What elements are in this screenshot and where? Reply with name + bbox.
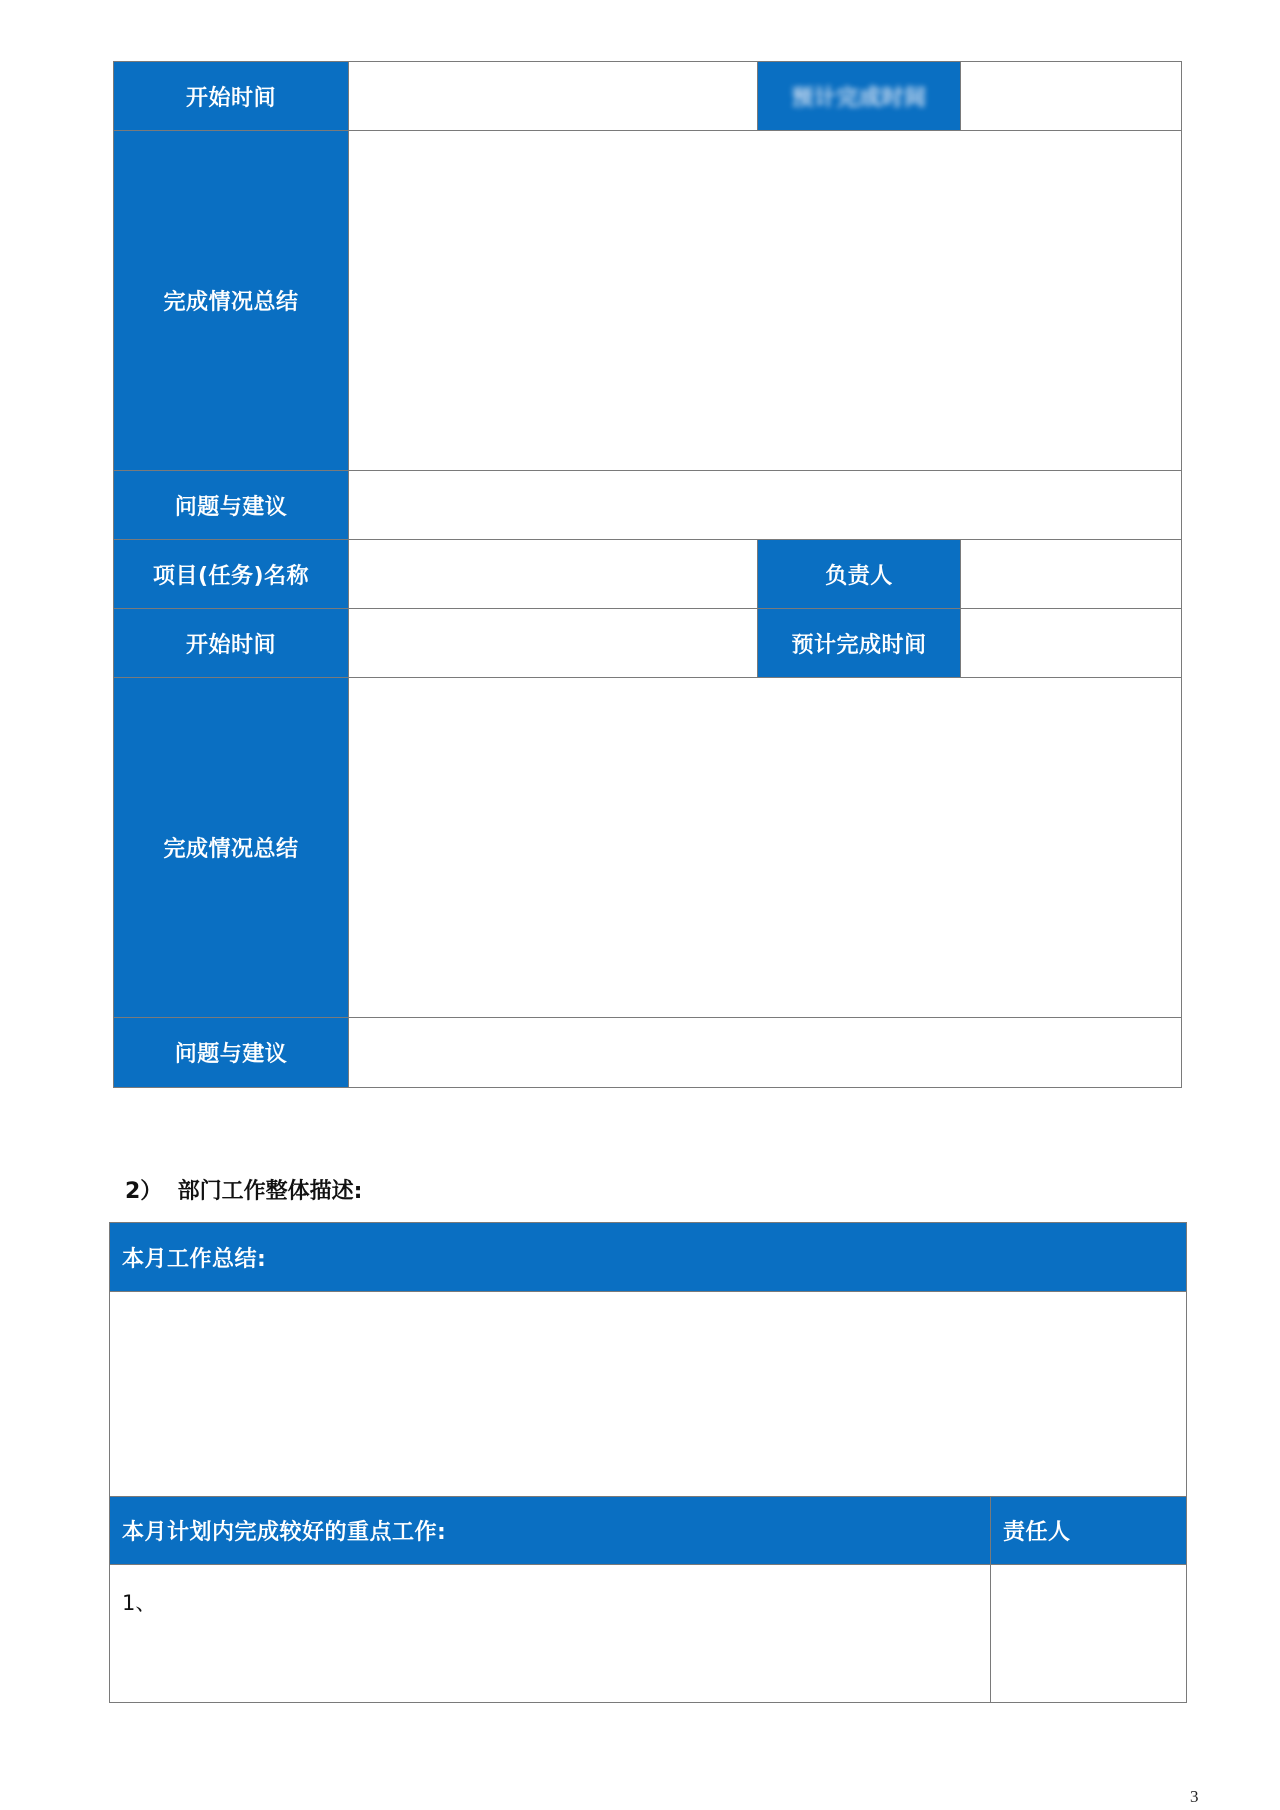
completion-summary-label: [114, 131, 349, 471]
completion-summary-field[interactable]: [349, 131, 1181, 471]
start-time-label-text: 开始时间: [185, 85, 276, 111]
start-time-field[interactable]: [349, 62, 758, 131]
key-work-item-1-text: 1、: [122, 1591, 157, 1615]
page-number: 3: [1190, 1787, 1199, 1806]
project-name-field[interactable]: [349, 540, 758, 609]
key-work-label-text: 本月计划内完成较好的重点工作:: [122, 1520, 447, 1545]
start-time-label-2: [114, 609, 349, 678]
completion-summary-label-text: 完成情况总结: [163, 290, 299, 315]
owner-label-text: 负责人: [825, 563, 893, 589]
issues-suggestions-label: [114, 471, 349, 540]
key-work-label: [110, 1497, 991, 1565]
project-form-table: [113, 61, 1182, 1088]
monthly-summary-label: [110, 1223, 1186, 1292]
issues-suggestions-field-2[interactable]: [349, 1018, 1181, 1087]
start-time-label-2-text: 开始时间: [185, 632, 276, 658]
start-time-field-2[interactable]: [349, 609, 758, 678]
responsible-label: [991, 1497, 1186, 1565]
department-summary-table: [109, 1222, 1187, 1703]
responsible-label-text: 责任人: [1003, 1520, 1071, 1545]
owner-field[interactable]: [961, 540, 1181, 609]
expected-finish-field-2[interactable]: [961, 609, 1181, 678]
expected-finish-label-text: 预计完成时间: [791, 85, 927, 111]
expected-finish-label-2-text: 预计完成时间: [791, 632, 927, 658]
completion-summary-label-2-text: 完成情况总结: [163, 837, 299, 862]
completion-summary-label-2: [114, 678, 349, 1018]
issues-suggestions-field[interactable]: [349, 471, 1181, 540]
expected-finish-label-2: [758, 609, 961, 678]
monthly-summary-label-text: 本月工作总结:: [122, 1246, 267, 1272]
project-name-label-text: 项目(任务)名称: [152, 563, 310, 589]
monthly-summary-field[interactable]: [110, 1292, 1186, 1497]
start-time-label: [114, 62, 349, 131]
expected-finish-field[interactable]: [961, 62, 1181, 131]
issues-suggestions-label-text: 问题与建议: [174, 494, 288, 520]
completion-summary-field-2[interactable]: [349, 678, 1181, 1018]
issues-suggestions-label-2-text: 问题与建议: [174, 1042, 288, 1067]
section-heading: 2） 部门工作整体描述:: [125, 1179, 363, 1204]
issues-suggestions-label-2: [114, 1018, 349, 1087]
key-work-item-1-responsible[interactable]: [991, 1565, 1186, 1702]
expected-finish-label: [758, 62, 961, 131]
key-work-item-1[interactable]: [110, 1565, 991, 1702]
owner-label: [758, 540, 961, 609]
project-name-label: [114, 540, 349, 609]
